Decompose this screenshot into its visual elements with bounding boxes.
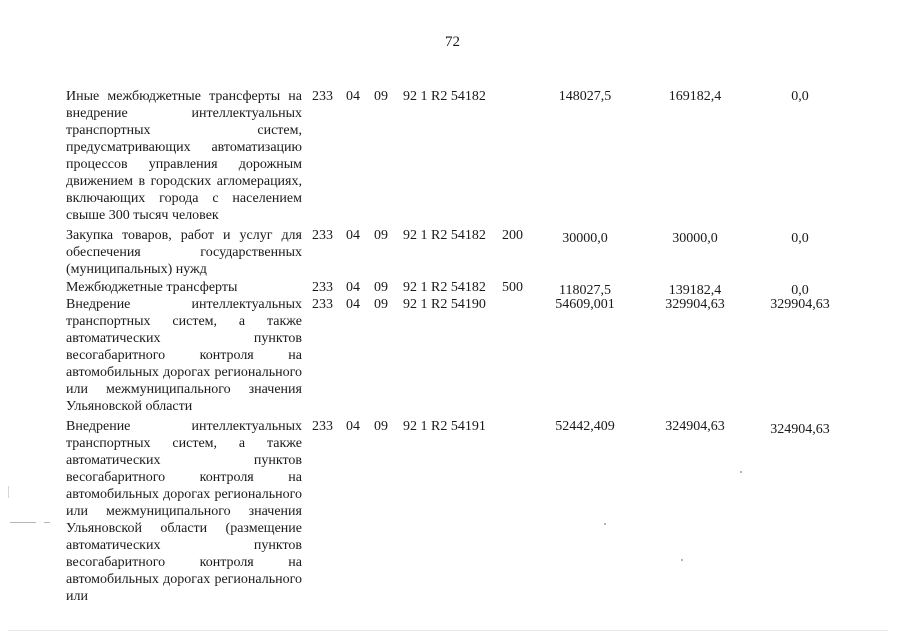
cell-ved: 233 — [312, 228, 333, 243]
scan-mark — [8, 486, 9, 498]
cell-sum-3: 324904,63 — [770, 422, 830, 437]
cell-pr: 09 — [374, 89, 388, 104]
cell-rz: 04 — [346, 280, 360, 295]
cell-sum-3: 0,0 — [791, 89, 809, 104]
cell-sum-1: 54609,001 — [555, 297, 615, 312]
scan-mark — [681, 559, 683, 561]
row-name: Межбюджетные трансферты — [66, 280, 238, 295]
scan-mark — [604, 523, 606, 525]
cell-sum-2: 139182,4 — [668, 283, 722, 298]
cell-pr: 09 — [374, 228, 388, 243]
cell-ved: 233 — [312, 89, 333, 104]
cell-sum-2: 329904,63 — [665, 297, 725, 312]
page-number: 72 — [445, 34, 460, 50]
cell-ved: 233 — [312, 419, 333, 434]
scan-mark — [740, 471, 742, 473]
cell-rz: 04 — [346, 419, 360, 434]
cell-sum-3: 0,0 — [791, 283, 809, 298]
row-name: Закупка товаров, работ и услуг для обеспечения государственных (муниципальных) нужд — [66, 228, 302, 277]
cell-csr: 92 1 R2 54182 — [403, 228, 486, 243]
cell-sum-1: 52442,409 — [555, 419, 615, 434]
cell-vr: 200 — [502, 228, 523, 243]
cell-csr: 92 1 R2 54182 — [403, 89, 486, 104]
cell-csr: 92 1 R2 54191 — [403, 419, 486, 434]
cell-pr: 09 — [374, 280, 388, 295]
cell-pr: 09 — [374, 419, 388, 434]
cell-sum-2: 30000,0 — [672, 231, 718, 246]
row-name: Внедрение интеллектуальных транспортных систем, а также автоматических пунктов весогабаритного контроля на автомобильных дорогах регионального или межмуниципального значения Ульяновской области (размещение автоматических пунктов весогабаритного контроля на автомобильных дорогах регионального или — [66, 419, 302, 604]
cell-rz: 04 — [346, 228, 360, 243]
row-name: Внедрение интеллектуальных транспортных систем, а также автоматических пунктов весогабаритного контроля на автомобильных дорогах регионального или межмуниципального значения Ульяновской области — [66, 297, 302, 414]
cell-pr: 09 — [374, 297, 388, 312]
cell-sum-2: 169182,4 — [668, 89, 722, 104]
cell-vr: 500 — [502, 280, 523, 295]
cell-rz: 04 — [346, 89, 360, 104]
row-name: Иные межбюджетные трансферты на внедрение интеллектуальных транспортных систем, предусматривающих автоматизацию процессов управления дорожным движением в городских агломерациях, включающих города с населением свыше 300 тысяч человек — [66, 89, 302, 223]
cell-csr: 92 1 R2 54190 — [403, 297, 486, 312]
cell-ved: 233 — [312, 280, 333, 295]
scan-mark — [44, 522, 50, 523]
cell-sum-2: 324904,63 — [665, 419, 725, 434]
cell-sum-1: 148027,5 — [558, 89, 612, 104]
cell-sum-3: 0,0 — [791, 231, 809, 246]
cell-rz: 04 — [346, 297, 360, 312]
scan-mark — [8, 630, 888, 631]
cell-csr: 92 1 R2 54182 — [403, 280, 486, 295]
scan-mark — [10, 522, 36, 523]
cell-sum-1: 118027,5 — [559, 283, 611, 298]
cell-sum-3: 329904,63 — [770, 297, 830, 312]
cell-ved: 233 — [312, 297, 333, 312]
cell-sum-1: 30000,0 — [562, 231, 608, 246]
